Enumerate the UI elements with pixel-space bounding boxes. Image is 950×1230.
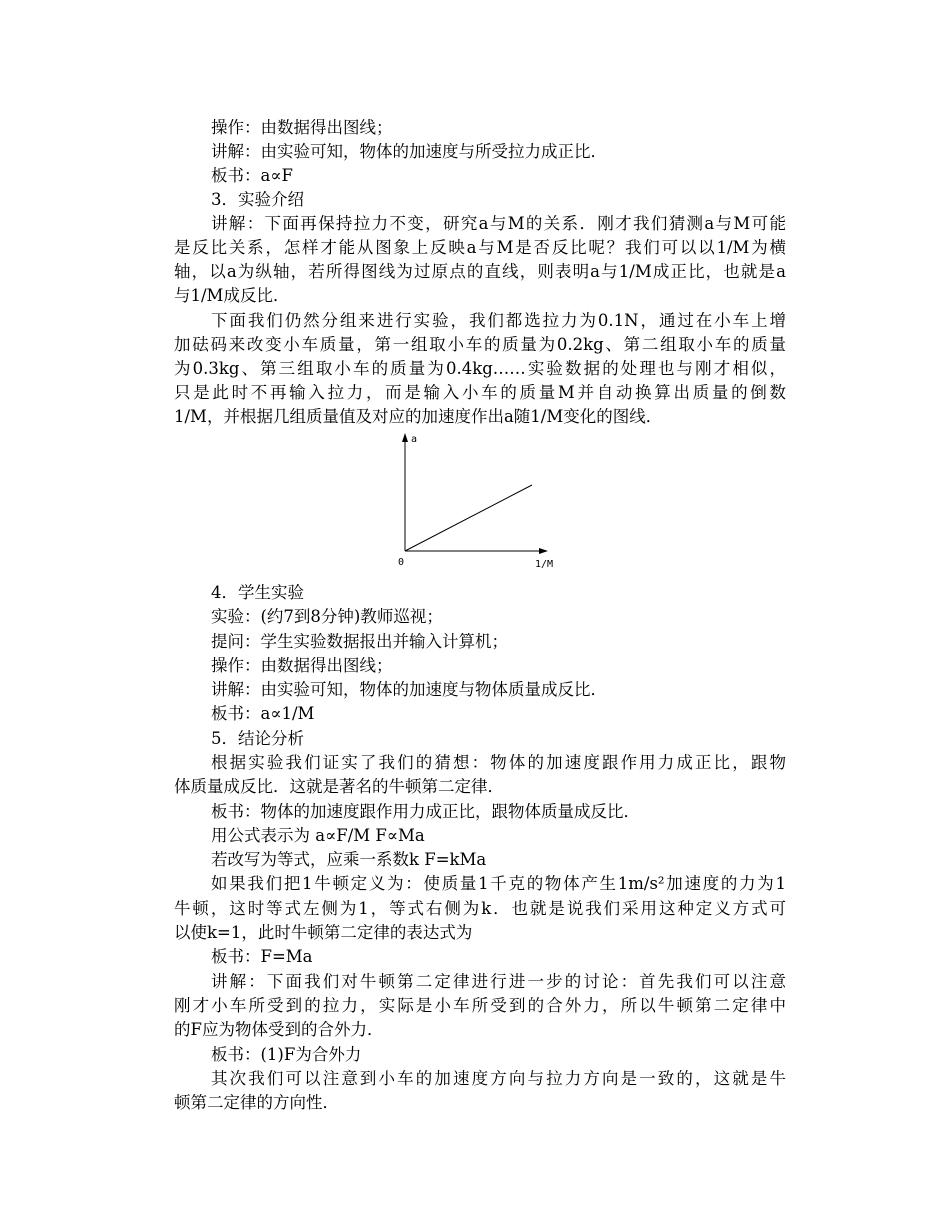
text-line: 下面我们仍然分组来进行实验，我们都选拉力为0.1N，通过在小车上增 xyxy=(211,311,786,330)
text-line: 若改写为等式，应乘一系数k F=kMa xyxy=(211,850,487,869)
text-line: 讲解：由实验可知，物体的加速度与所受拉力成正比． xyxy=(211,142,607,161)
text-line: 根据实验我们证实了我们的猜想：物体的加速度跟作用力成正比，跟物 xyxy=(211,753,786,772)
section-heading: 4．学生实验 xyxy=(211,583,304,602)
text-line: 讲解：下面再保持拉力不变，研究a与M的关系．刚才我们猜测a与M可能 xyxy=(211,214,786,233)
text-line: 与1/M成反比． xyxy=(174,286,290,305)
text-line: 牛顿，这时等式左侧为1，等式右侧为k．也就是说我们采用这种定义方式可 xyxy=(174,899,786,918)
text-line: 提问：学生实验数据报出并输入计算机； xyxy=(211,632,508,651)
text-line: 板书：F=Ma xyxy=(211,947,313,966)
a-vs-inverse-mass-graph xyxy=(390,428,565,576)
text-line: 1/M，并根据几组质量值及对应的加速度作出a随1/M变化的图线． xyxy=(174,407,663,426)
text-line: 是反比关系，怎样才能从图象上反映a与M是否反比呢？我们可以以1/M为横 xyxy=(174,238,786,257)
text-line: 实验：(约7到8分钟)教师巡视； xyxy=(211,607,443,626)
data-line xyxy=(405,485,532,551)
text-line: 以使k=1，此时牛顿第二定律的表达式为 xyxy=(174,923,473,942)
text-line: 板书：物体的加速度跟作用力成正比，跟物体质量成反比． xyxy=(211,802,640,821)
y-axis-label: a xyxy=(411,434,418,445)
section-heading: 3．实验介绍 xyxy=(211,190,304,209)
text-line: 讲解：下面我们对牛顿第二定律进行进一步的讨论：首先我们可以注意 xyxy=(211,972,786,991)
text-line: 用公式表示为 a∝F/M F∝Ma xyxy=(211,826,425,845)
text-line: 为0.3kg、第三组取小车的质量为0.4kg……实验数据的处理也与刚才相似， xyxy=(174,359,786,378)
section-heading: 5．结论分析 xyxy=(211,729,304,748)
text-line: 刚才小车所受到的拉力，实际是小车所受到的合外力，所以牛顿第二定律中 xyxy=(174,996,786,1015)
text-line: 板书：a∝1/M xyxy=(211,704,315,723)
text-line: 轴，以a为纵轴，若所得图线为过原点的直线，则表明a与1/M成正比，也就是a xyxy=(174,262,786,281)
text-line: 讲解：由实验可知，物体的加速度与物体质量成反比． xyxy=(211,680,607,699)
y-axis-arrow-icon xyxy=(402,433,408,442)
text-line: 的F应为物体受到的合外力． xyxy=(174,1020,384,1039)
x-axis-arrow-icon xyxy=(539,548,548,554)
text-line: 体质量成反比．这就是著名的牛顿第二定律． xyxy=(174,777,504,796)
text-line: 加砝码来改变小车质量，第一组取小车的质量为0.2kg、第二组取小车的质量 xyxy=(174,335,786,354)
text-line: 板书：(1)F为合外力 xyxy=(211,1045,362,1064)
origin-label: 0 xyxy=(398,557,405,568)
text-line: 只是此时不再输入拉力，而是输入小车的质量M并自动换算出质量的倒数 xyxy=(174,383,786,402)
text-line: 操作：由数据得出图线； xyxy=(211,118,393,137)
text-line: 如果我们把1牛顿定义为：使质量1千克的物体产生1m/s²加速度的力为1 xyxy=(211,874,786,893)
text-line: 操作：由数据得出图线； xyxy=(211,656,393,675)
text-line: 板书：a∝F xyxy=(211,166,293,185)
text-line: 顿第二定律的方向性． xyxy=(174,1093,339,1112)
x-axis-label: 1/M xyxy=(535,559,554,570)
text-line: 其次我们可以注意到小车的加速度方向与拉力方向是一致的，这就是牛 xyxy=(211,1069,786,1088)
